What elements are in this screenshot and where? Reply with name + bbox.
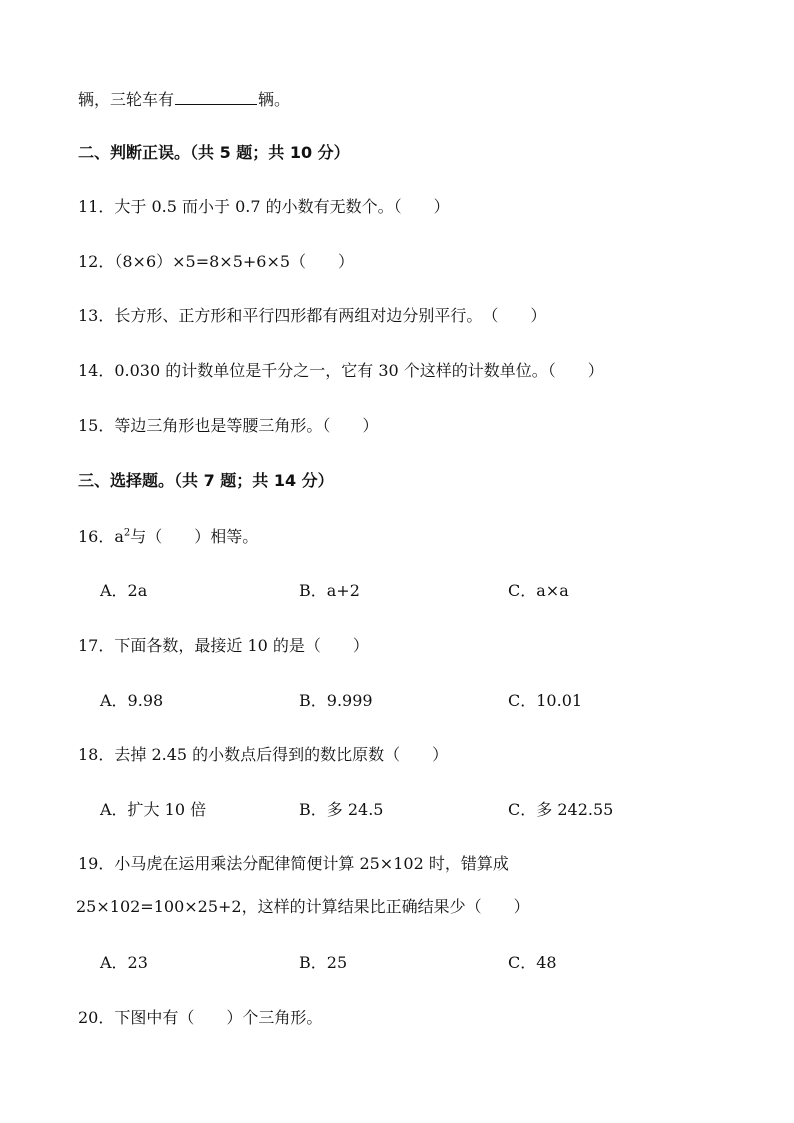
option-b[interactable]: B．多 24.5: [299, 800, 384, 819]
option-b[interactable]: B．25: [299, 953, 348, 972]
question-16: [78, 527, 258, 547]
fill-blank-text-before: 辆，三轮车有: [78, 90, 175, 109]
question-13: 13．长方形、正方形和平行四形都有两组对边分别平行。 （ ）: [78, 306, 547, 325]
section-heading-judge: 二、判断正误。（共 5 题；共 10 分）: [78, 143, 350, 162]
question-11: 11．大于 0.5 而小于 0.7 的小数有无数个。（ ）: [78, 197, 450, 216]
question-17: 17．下面各数，最接近 10 的是（ ）: [78, 636, 369, 655]
question-15: 15．等边三角形也是等腰三角形。（ ）: [78, 416, 379, 435]
question-16-exponent: 2: [123, 527, 131, 539]
question-20: 20．下图中有（ ）个三角形。: [78, 1008, 323, 1027]
fill-blank-text-after: 辆。: [258, 90, 291, 109]
option-c[interactable]: C．10.01: [508, 691, 583, 710]
option-c[interactable]: C．48: [508, 953, 557, 972]
question-16-prefix: 16．a: [78, 527, 124, 546]
fill-blank-line: [78, 88, 290, 110]
option-c[interactable]: C．多 242.55: [508, 800, 614, 819]
question-14: 14．0.030 的计数单位是千分之一，它有 30 个这样的计数单位。（ ）: [78, 361, 604, 380]
question-18: 18．去掉 2.45 的小数点后得到的数比原数（ ）: [78, 745, 449, 764]
question-16-suffix: 与（ ）相等。: [130, 527, 259, 546]
option-a[interactable]: A．2a: [100, 581, 148, 600]
option-a[interactable]: A．9.98: [100, 691, 164, 710]
answer-blank[interactable]: [175, 88, 257, 105]
option-c[interactable]: C．a×a: [508, 581, 569, 600]
option-b[interactable]: B．9.999: [299, 691, 373, 710]
option-b[interactable]: B．a+2: [299, 581, 360, 600]
option-a[interactable]: A．23: [100, 953, 148, 972]
question-19-line-2: 25×102=100×25+2，这样的计算结果比正确结果少（ ）: [76, 897, 530, 916]
option-a[interactable]: A．扩大 10 倍: [100, 800, 207, 819]
question-12: 12．（8×6）×5=8×5+6×5（ ）: [78, 252, 355, 271]
question-19-line-1: 19．小马虎在运用乘法分配律简便计算 25×102 时，错算成: [78, 854, 509, 873]
section-heading-choice: 三、选择题。（共 7 题；共 14 分）: [78, 471, 334, 490]
